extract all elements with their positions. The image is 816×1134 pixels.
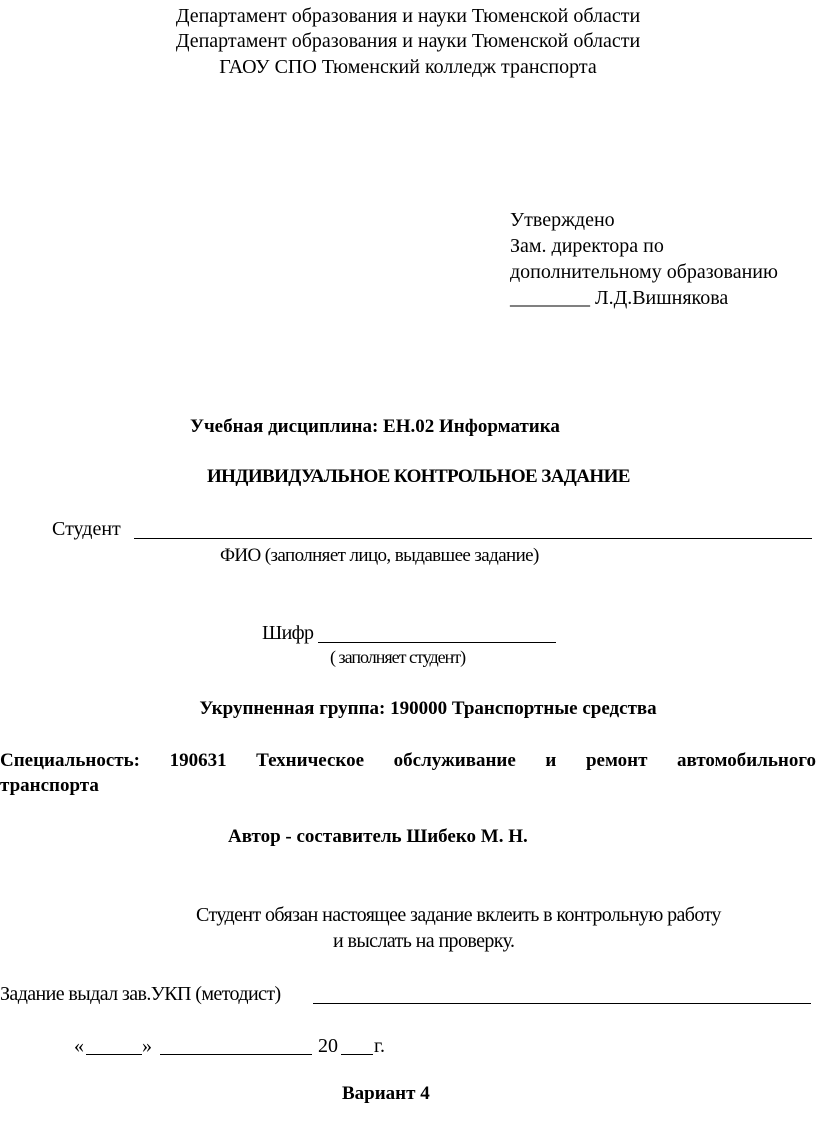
approval-signature: ________ Л.Д.Вишнякова bbox=[510, 287, 729, 309]
date-year-prefix: 20 bbox=[318, 1035, 338, 1057]
student-hint: ФИО (заполняет лицо, выдавшее задание) bbox=[220, 545, 539, 566]
date-day-line[interactable] bbox=[86, 1054, 142, 1055]
college-name: ГАОУ СПО Тюменский колледж транспорта bbox=[219, 56, 597, 78]
author: Автор - составитель Шибеко М. Н. bbox=[228, 826, 528, 847]
issued-by-line[interactable] bbox=[313, 1003, 811, 1004]
specialty-line-2: транспорта bbox=[0, 775, 99, 796]
issued-by-label: Задание выдал зав.УКП (методист) bbox=[0, 983, 281, 1005]
enlarged-group: Укрупненная группа: 190000 Транспортные средства bbox=[199, 698, 657, 719]
instruction-line-2: и выслать на проверку. bbox=[333, 930, 515, 952]
cipher-line[interactable] bbox=[318, 642, 556, 643]
header-line-1: Департамент образования и науки Тюменской области bbox=[175, 5, 641, 27]
date-close-quote: » bbox=[142, 1035, 152, 1057]
approval-title: Утверждено bbox=[510, 209, 615, 231]
date-year-line[interactable] bbox=[341, 1054, 373, 1055]
approval-position-line-1: Зам. директора по bbox=[510, 235, 664, 257]
document-title: ИНДИВИДУАЛЬНОЕ КОНТРОЛЬНОЕ ЗАДАНИЕ bbox=[207, 466, 630, 487]
discipline: Учебная дисциплина: ЕН.02 Информатика bbox=[190, 416, 560, 437]
cipher-label: Шифр bbox=[262, 622, 314, 644]
variant: Вариант 4 bbox=[342, 1083, 430, 1104]
date-year-suffix: г. bbox=[374, 1035, 385, 1057]
student-label: Студент bbox=[52, 518, 121, 540]
approval-position-line-2: дополнительному образованию bbox=[510, 261, 778, 283]
instruction-line-1: Студент обязан настоящее задание вклеить в контрольную работу bbox=[196, 904, 721, 926]
cipher-hint: ( заполняет студент) bbox=[330, 647, 466, 667]
specialty-line-1: Специальность: 190631 Техническое обслуживание и ремонт автомобильного bbox=[0, 750, 816, 771]
student-name-line[interactable] bbox=[134, 538, 812, 539]
date-open-quote: « bbox=[74, 1035, 84, 1057]
header-line-2: Департамент образования и науки Тюменской области bbox=[175, 30, 641, 52]
date-month-line[interactable] bbox=[160, 1054, 312, 1055]
